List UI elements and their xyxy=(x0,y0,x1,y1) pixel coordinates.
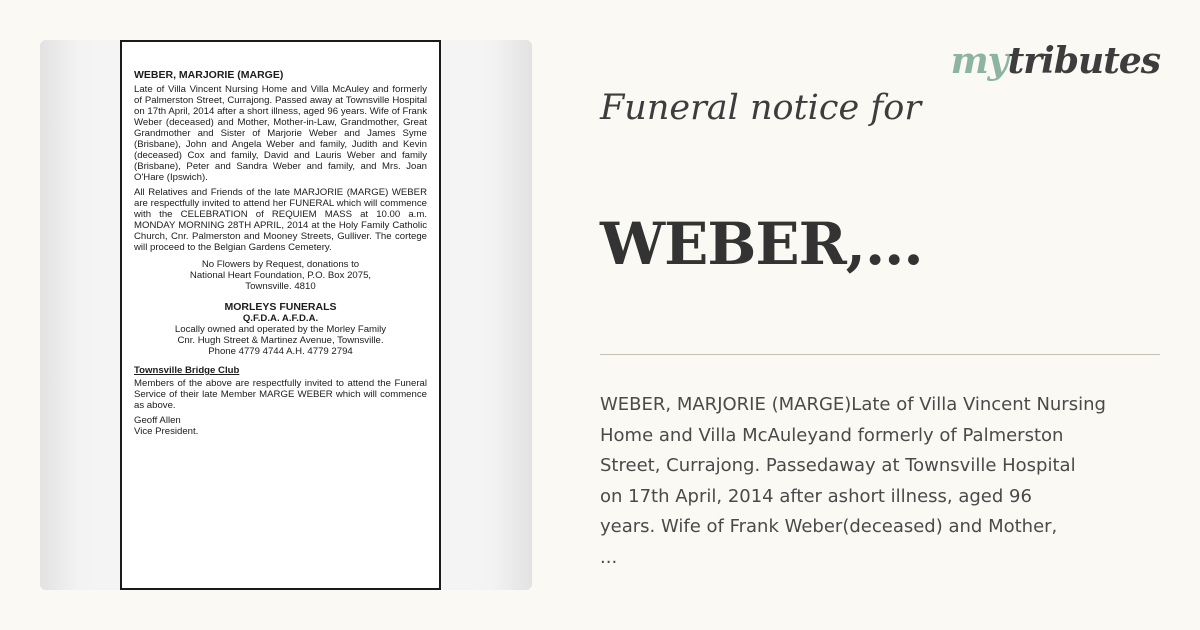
notice-flowers xyxy=(134,259,427,292)
funeral-home-name: MORLEYS FUNERALS xyxy=(224,301,337,313)
funeral-home-line: Phone 4779 4744 A.H. 4779 2794 xyxy=(208,346,353,357)
club-signer: Geoff Allen xyxy=(134,415,181,426)
flowers-line: Townsville. 4810 xyxy=(245,281,316,292)
flowers-line: National Heart Foundation, P.O. Box 2075, xyxy=(189,270,372,281)
club-name: Townsville Bridge Club xyxy=(134,365,240,376)
page-subtitle: Funeral notice for xyxy=(600,88,922,128)
mytributes-logo[interactable] xyxy=(951,40,1160,82)
flowers-line: No Flowers by Request, donations to xyxy=(201,259,360,270)
notice-heading: WEBER, MARJORIE (MARGE) xyxy=(134,69,284,81)
notice-funeral-details: All Relatives and Friends of the late MARJORIE (MARGE) WEBER are respectfully invited to attend her FUNERAL which will commence with the CELEBRATION of REQUIEM MASS at 10.00 a.m. MONDAY MORNING 28TH APRIL, 2014 at the Holy Family Catholic Church, Cnr. Palmerston and Mooney Streets, Gulliver. The cortege will proceed to the Belgian Gardens Cemetery. xyxy=(134,187,427,253)
funeral-home-accreditation: Q.F.D.A. A.F.D.A. xyxy=(242,313,319,324)
funeral-home-line: Locally owned and operated by the Morley Family xyxy=(174,324,387,335)
notice-image-panel xyxy=(40,40,532,590)
excerpt-line: years. Wife of Frank Weber(deceased) and Mother, xyxy=(600,516,1058,537)
newspaper-notice xyxy=(120,40,441,590)
notice-details: Late of Villa Vincent Nursing Home and Villa McAuley and formerly of Palmerston Street, Currajong. Passed away at Townsville Hospital on 17th April, 2014 after a short illness, aged 96 years. Wife of Frank Weber (deceased) and Mother, Mother-in-Law, Grandmother, Great Grandmother and Sister of Marjorie Weber and James Syme (Brisbane), John and Angela Weber and family, Judith and Kevin (deceased) Cox and family, David and Lauris Weber and family (Brisbane), Peter and Sandra Weber and family, and Mrs. Joan O'Hare (Ipswich). xyxy=(134,84,427,183)
excerpt-line: WEBER, MARJORIE (MARGE)Late of Villa Vincent Nursing xyxy=(600,394,1106,415)
funeral-home-line: Cnr. Hugh Street & Martinez Avenue, Townsville. xyxy=(177,335,384,346)
logo-my: my xyxy=(950,40,1008,82)
notice-excerpt xyxy=(600,390,1160,573)
excerpt-line: on 17th April, 2014 after ashort illness, aged 96 xyxy=(600,485,1032,507)
funeral-home xyxy=(134,302,427,357)
club-role: Vice President. xyxy=(134,426,199,437)
logo-tributes: tributes xyxy=(1007,40,1160,82)
excerpt-ellipsis: ... xyxy=(600,546,618,568)
club-text: Members of the above are respectfully invited to attend the Funeral Service of their late Member MARGE WEBER which will commence as above. xyxy=(134,378,427,411)
divider xyxy=(600,354,1160,355)
excerpt-line: Home and Villa McAuleyand formerly of Palmerston xyxy=(600,424,1064,446)
deceased-name: WEBER,... xyxy=(600,210,923,278)
excerpt-line: Street, Currajong. Passedaway at Townsville Hospital xyxy=(600,455,1076,476)
